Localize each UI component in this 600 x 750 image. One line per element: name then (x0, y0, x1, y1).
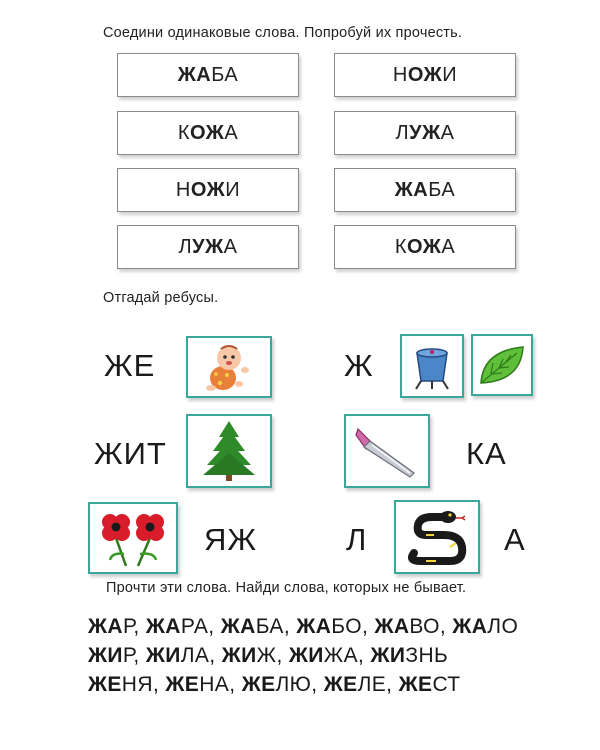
word-post: БА (211, 63, 239, 86)
word-bold: ЖА (296, 615, 332, 638)
word-rest: ЛО (487, 615, 519, 638)
word-row-zhi: ЖИР, ЖИЛА, ЖИЖ, ЖИЖА, ЖИЗНЬ (88, 644, 449, 667)
word-card[interactable] (117, 53, 299, 97)
word-bold: ЖИ (145, 644, 181, 667)
word-post: БА (428, 178, 456, 201)
word-rest: НЯ (121, 673, 153, 696)
word-rest: РА (180, 615, 209, 638)
poppies-icon (96, 508, 170, 568)
word-card[interactable] (334, 111, 516, 155)
word-pre: К (177, 121, 190, 144)
word-rest: Ж (256, 644, 277, 667)
word-bold: ОЖ (189, 121, 225, 144)
word-rest: Р (122, 644, 134, 667)
snake-icon (404, 509, 470, 565)
word-row-zha: ЖАР, ЖАРА, ЖАБА, ЖАБО, ЖАВО, ЖАЛО (88, 615, 519, 638)
word-bold: ЖИ (221, 644, 257, 667)
syllable-l: Л (346, 522, 368, 557)
word-bold: ОЖ (406, 235, 442, 258)
word-card[interactable] (334, 53, 516, 97)
picture-poppies (88, 502, 178, 574)
picture-baby (186, 336, 272, 398)
word-post: А (224, 121, 239, 144)
word-row-zhe: ЖЕНЯ, ЖЕНА, ЖЕЛЮ, ЖЕЛЕ, ЖЕСТ (88, 673, 461, 696)
picture-leaf (471, 334, 533, 396)
word-card[interactable] (334, 225, 516, 269)
word-bold: ЖЕ (241, 673, 276, 696)
word-rest: СТ (432, 673, 461, 696)
word-pre: К (394, 235, 407, 258)
fir-tree-icon (201, 419, 257, 483)
word-bold: ОЖ (190, 178, 226, 201)
word-card[interactable] (117, 111, 299, 155)
word-bold: УЖ (409, 121, 441, 144)
word-bold: ЖИ (370, 644, 406, 667)
word-pre: Л (395, 121, 410, 144)
word-bold: ЖЕ (323, 673, 358, 696)
word-rest: ЛА (180, 644, 210, 667)
word-bold: ЖИ (288, 644, 324, 667)
word-pre: Н (392, 63, 408, 86)
syllable-ka: КА (466, 436, 507, 471)
syllable-zh: Ж (344, 348, 374, 383)
word-rest: НА (199, 673, 230, 696)
word-post: И (442, 63, 458, 86)
word-card[interactable] (117, 225, 299, 269)
syllable-zhit: ЖИТ (94, 436, 167, 471)
syllable-a: А (504, 522, 526, 557)
picture-fir-tree (186, 414, 272, 488)
task3-instruction: Прочти эти слова. Найди слова, которых не бывает. (106, 580, 467, 596)
word-bold: УЖ (192, 235, 224, 258)
word-rest: БО (331, 615, 362, 638)
word-post: А (223, 235, 238, 258)
word-bold: ЖЕ (88, 673, 122, 696)
word-rest: ЛЮ (275, 673, 312, 696)
task2-instruction: Отгадай ребусы. (103, 290, 219, 306)
word-bold: ЖЕ (398, 673, 433, 696)
word-bold: ЖА (145, 615, 181, 638)
word-post: А (440, 121, 455, 144)
word-bold: ОЖ (407, 63, 443, 86)
word-rest: ЛЕ (357, 673, 387, 696)
word-post: И (225, 178, 241, 201)
picture-bucket (400, 334, 464, 398)
word-rest: ЗНЬ (405, 644, 449, 667)
picture-snake (394, 500, 480, 574)
word-rest: ЖА (323, 644, 358, 667)
word-pre: Н (175, 178, 191, 201)
baby-icon (199, 340, 259, 394)
word-rest: Р (122, 615, 134, 638)
knife-icon (354, 423, 420, 479)
task1-instruction: Соедини одинаковые слова. Попробуй их прочесть. (103, 25, 463, 41)
word-bold: ЖА (374, 615, 410, 638)
word-bold: ЖА (220, 615, 256, 638)
syllable-zhe: ЖЕ (104, 348, 156, 383)
word-card[interactable] (117, 168, 299, 212)
word-rest: ВО (409, 615, 440, 638)
syllable-yazh: ЯЖ (204, 522, 258, 557)
word-rest: БА (255, 615, 284, 638)
bucket-icon (408, 341, 456, 391)
word-pre: Л (178, 235, 193, 258)
word-post: А (441, 235, 456, 258)
word-bold: ЖЕ (165, 673, 200, 696)
word-bold: ЖА (394, 178, 429, 201)
leaf-icon (477, 343, 527, 387)
word-bold: ЖА (452, 615, 488, 638)
word-bold: ЖИ (88, 644, 123, 667)
word-card[interactable] (334, 168, 516, 212)
word-bold: ЖА (177, 63, 212, 86)
picture-knife (344, 414, 430, 488)
word-bold: ЖА (88, 615, 123, 638)
